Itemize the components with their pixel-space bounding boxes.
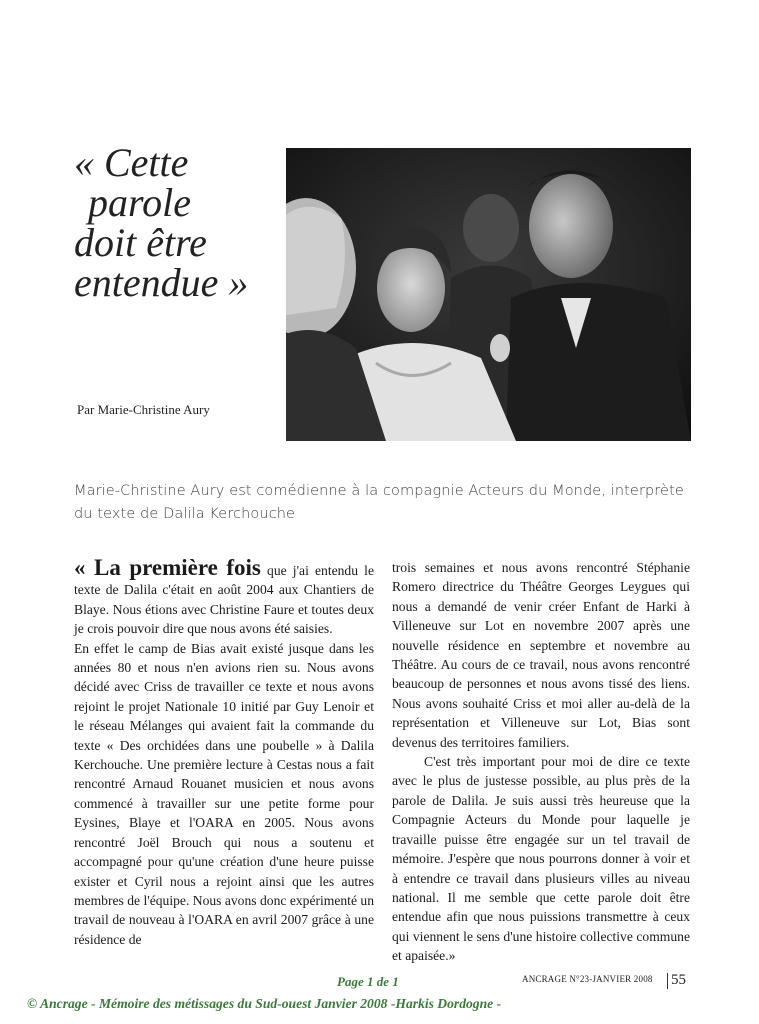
issue-label: ANCRAGE N°23-JANVIER 2008 (522, 974, 653, 984)
page-label: Page 1 de 1 (337, 974, 399, 989)
title-line: entendue » (74, 260, 249, 305)
article-photo (286, 148, 691, 441)
title-line: doit être (74, 220, 207, 265)
page-number: 55 (671, 972, 686, 988)
article-title (74, 140, 284, 305)
title-line: parole (88, 180, 191, 225)
lead-phrase: « La première fois (74, 555, 261, 580)
copyright-line: © Ancrage - Mémoire des métissages du Sud-ouest Janvier 2008 -Harkis Dordogne - (27, 996, 502, 1011)
byline: Par Marie-Christine Aury (77, 402, 210, 417)
intro-text: Marie-Christine Aury est comédienne à la compagnie Acteurs du Monde, interprète du texte de Dalila Kerchouche (74, 483, 684, 522)
article-column-left (74, 555, 374, 949)
paragraph-text: que j'ai entendu le texte de Dalila c'était en août 2004 aux Chantiers de Blaye. Nous étions avec Christine Faure et toutes deux je crois pouvoir dire que nous avons été saisies. (74, 563, 374, 637)
title-line: « Cette (74, 140, 189, 185)
photo-illustration (286, 148, 691, 441)
paragraph: trois semaines et nous avons rencontré Stéphanie Romero directrice du Théâtre Georges Leygues qui nous a demandé de venir créer Enfant de Harki à Villeneuve sur Lot en novembre 2007 après une nouvelle résidence en septembre et novembre au Théâtre. Au cours de ce travail, nous avons rencontré beaucoup de personnes et nous avons tissé des liens. Nous avons souhaité Criss et moi aller au-delà de la représentation et Villeneuve sur Lot, Bias sont devenus des territoires familiers. (392, 560, 690, 750)
article-column-right (392, 558, 690, 966)
paragraph: C'est très important pour moi de dire ce texte avec le plus de justesse possible, au plus près de la parole de Dalila. Je suis aussi très heureuse que la Compagnie Acteurs du Monde pour laquelle je travaille puisse être engagée sur un tel travail de mémoire. J'espère que nous pourrons donner à voir et à entendre ce travail dans plusieurs villes au niveau national. Il me semble que cette parole doit être entendue afin que nous puissions transmettre à ceux qui viennent le sens d'une histoire collective commune et apaisée.» (392, 754, 690, 964)
paragraph: En effet le camp de Bias avait existé jusque dans les années 80 et nous n'en avions rien su. Nous avons décidé avec Criss de travailler ce texte et nous avons rejoint le projet Nationale 10 initié par Guy Lenoir et le réseau Mélanges qui avaient fait la commande du texte « Des orchidées dans une poubelle » à Dalila Kerchouche. Une première lecture à Cestas nous a fait rencontré Arnaud Rouanet musicien et nous avons commencé à travailler sur une petite forme pour Eysines, Blaye et l'OARA en 2005. Nous avons rencontré Joël Brouch qui nous a soutenu et accompagné pour qu'une création d'une heure puisse exister et Cyril nous a rejoint ainsi que les autres membres de l'équipe. Nous avons donc expérimenté un travail de nouveau à l'OARA en avril 2007 grâce à une résidence de (74, 640, 374, 947)
paragraph (74, 555, 374, 639)
footer-divider (667, 973, 668, 989)
